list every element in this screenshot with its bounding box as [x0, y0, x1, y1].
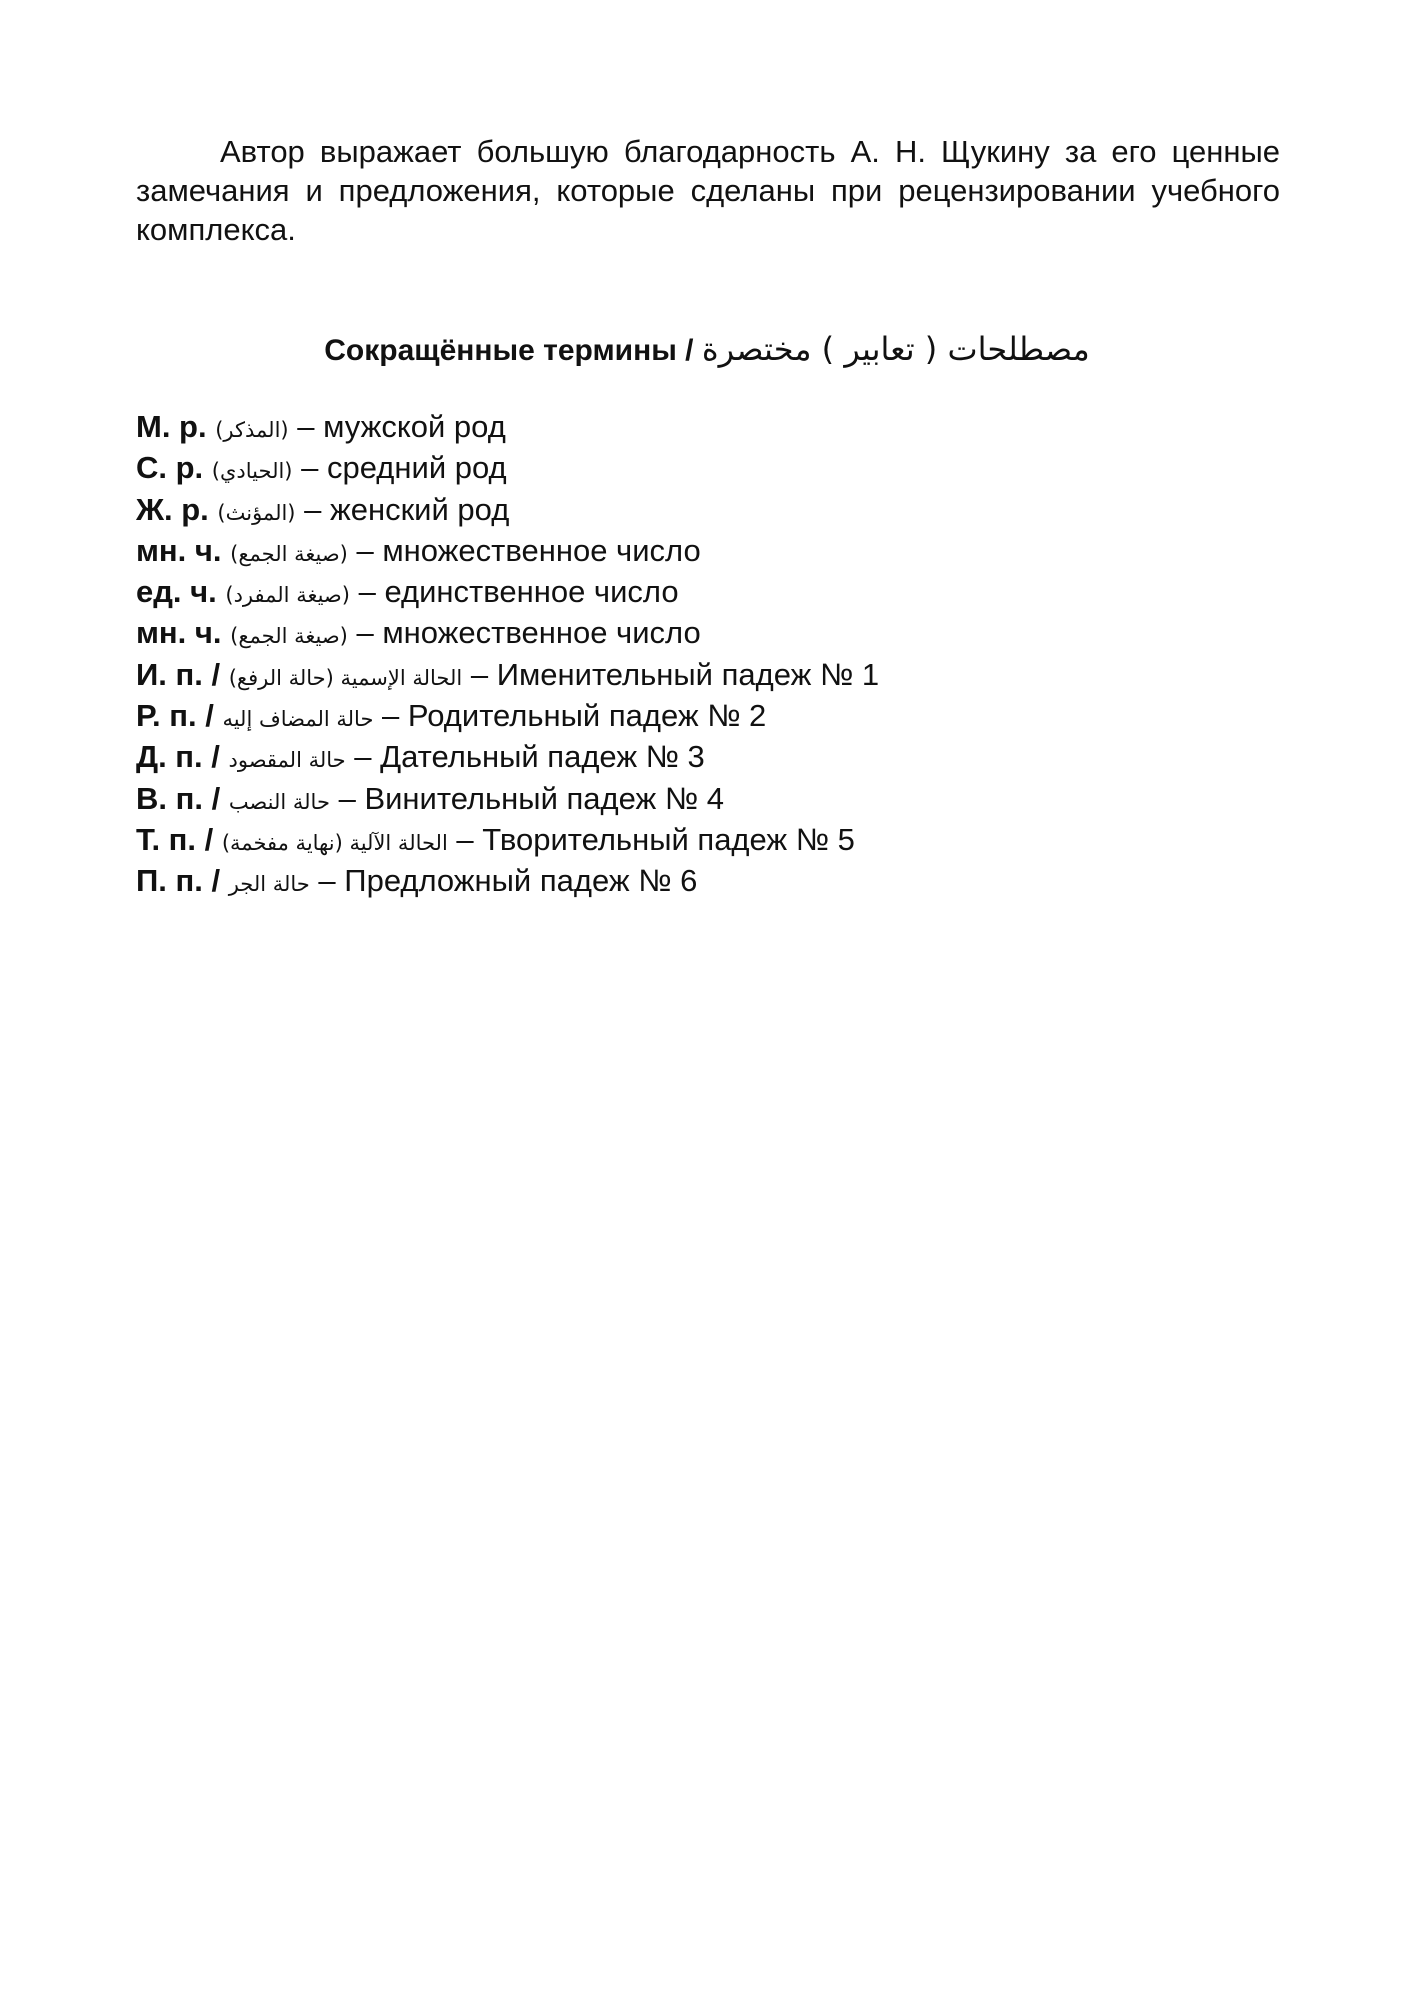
separator: – [356, 532, 374, 568]
list-item [136, 862, 1286, 903]
list-item [136, 780, 1286, 821]
separator: – [297, 409, 315, 444]
list-item [136, 821, 1286, 862]
list-item [136, 697, 1286, 738]
list-item [136, 573, 1286, 614]
arabic-term: (صيغة الجمع) [230, 624, 348, 649]
abbr: ед. ч. [136, 574, 217, 610]
russian-term: единственное число [384, 574, 679, 610]
heading-ar: مصطلحات ( تعابير ) مختصرة [701, 330, 1090, 368]
separator: – [318, 863, 336, 899]
arabic-term: حالة المقصود [228, 748, 346, 773]
list-item [136, 408, 1286, 449]
heading-ru: Сокращённые термины / [324, 334, 694, 367]
russian-term: Именительный падеж № 1 [496, 656, 880, 692]
abbr: П. п. / [136, 863, 221, 899]
separator: – [338, 780, 356, 816]
russian-term: множественное число [382, 615, 701, 651]
russian-term: женский род [330, 491, 510, 527]
separator: – [304, 491, 322, 527]
arabic-term: حالة الجر [228, 872, 310, 897]
arabic-term: الحالة الإسمية (حالة الرفع) [228, 665, 463, 690]
abbr: Р. п. / [136, 698, 214, 734]
separator: – [470, 656, 489, 692]
abbr: М. р. [136, 409, 207, 444]
abbr: Ж. р. [136, 491, 209, 527]
russian-term: Предложный падеж № 6 [344, 863, 698, 899]
separator: – [356, 615, 374, 651]
arabic-term: الحالة الآلية (نهاية مفخمة) [221, 830, 448, 855]
list-item [136, 532, 1286, 573]
separator: – [354, 739, 372, 775]
abbr: мн. ч. [136, 532, 222, 568]
list-item [136, 656, 1286, 697]
russian-term: мужской род [323, 409, 506, 444]
arabic-term: (صيغة الجمع) [230, 541, 348, 566]
list-item [136, 449, 1286, 490]
abbr: В. п. / [136, 780, 221, 816]
abbreviations-heading [0, 330, 1414, 370]
abbr: мн. ч. [136, 615, 222, 651]
arabic-term: (صيغة المفرد) [225, 583, 350, 608]
russian-term: множественное число [382, 532, 701, 568]
abbr: С. р. [136, 450, 204, 486]
abbreviations-list [136, 408, 1286, 904]
russian-term: Дательный падеж № 3 [380, 739, 705, 775]
separator: – [358, 574, 376, 610]
acknowledgement-text: Автор выражает большую благодарность А. Н. Щукину за его ценные замечания и предложения, которые сделаны при рецензировании учебного комплекса. [136, 134, 1280, 247]
separator: – [301, 450, 319, 486]
arabic-term: حالة النصب [228, 789, 330, 814]
arabic-term: (المؤنث) [217, 500, 296, 525]
russian-term: Винительный падеж № 4 [364, 780, 724, 816]
arabic-term: حالة المضاف إليه [222, 707, 374, 732]
abbr: И. п. / [136, 656, 221, 692]
arabic-term: (المذكر) [215, 418, 289, 442]
separator: – [456, 821, 474, 857]
abbr: Т. п. / [136, 821, 214, 857]
russian-term: Творительный падеж № 5 [482, 821, 855, 857]
list-item [136, 614, 1286, 655]
separator: – [382, 698, 400, 734]
list-item [136, 738, 1286, 779]
arabic-term: (الحيادي) [211, 459, 293, 484]
russian-term: средний род [327, 450, 507, 486]
acknowledgement-paragraph [136, 132, 1280, 249]
abbr: Д. п. / [136, 739, 220, 775]
russian-term: Родительный падеж № 2 [407, 698, 767, 734]
list-item [136, 491, 1286, 532]
